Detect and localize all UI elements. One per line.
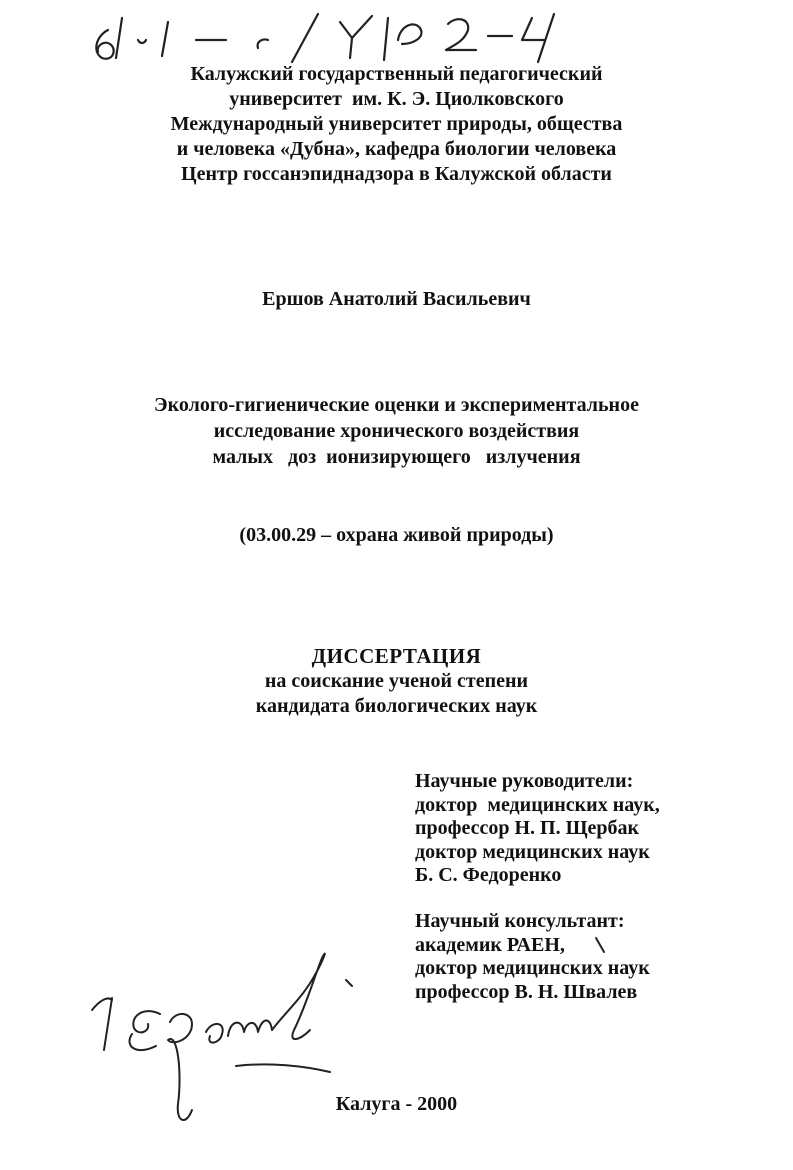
degree-line: на соискание ученой степени bbox=[264, 670, 529, 692]
institution-line: Международный университет природы, общества bbox=[170, 113, 623, 135]
institution-line: Калужский государственный педагогический bbox=[190, 63, 603, 85]
specialty-code: (03.00.29 – охрана живой природы) bbox=[239, 524, 554, 546]
supervisor-line: доктор медицинских наук bbox=[415, 840, 650, 863]
consultant-line: Научный консультант: bbox=[415, 910, 625, 932]
consultant-line: академик РАЕН, bbox=[415, 933, 565, 956]
institution-line: университет им. К. Э. Циолковского bbox=[229, 88, 564, 110]
institution-line: и человека «Дубна», кафедра биологии человека bbox=[176, 138, 617, 160]
supervisor-line: Б. С. Федоренко bbox=[415, 864, 562, 886]
supervisor-line: Научные руководители: bbox=[415, 770, 634, 792]
institution-line: Центр госсанэпиднадзора в Калужской области bbox=[181, 163, 612, 185]
place-and-year: Калуга - 2000 bbox=[335, 1093, 458, 1115]
consultant-line: профессор В. Н. Швалев bbox=[415, 980, 638, 1003]
supervisor-line: профессор Н. П. Щербак bbox=[415, 817, 640, 839]
title-line: Эколого-гигиенические оценки и экспериментальное bbox=[154, 394, 639, 416]
author-name: Ершов Анатолий Васильевич bbox=[262, 288, 531, 310]
title-line: малых доз ионизирующего излучения bbox=[212, 446, 581, 468]
document-type: ДИССЕРТАЦИЯ bbox=[311, 644, 482, 668]
supervisor-line: доктор медицинских наук, bbox=[415, 793, 660, 816]
consultant-line: доктор медицинских наук bbox=[415, 957, 650, 979]
title-line: исследование хронического воздействия bbox=[213, 420, 580, 442]
degree-line: кандидата биологических наук bbox=[255, 695, 538, 717]
